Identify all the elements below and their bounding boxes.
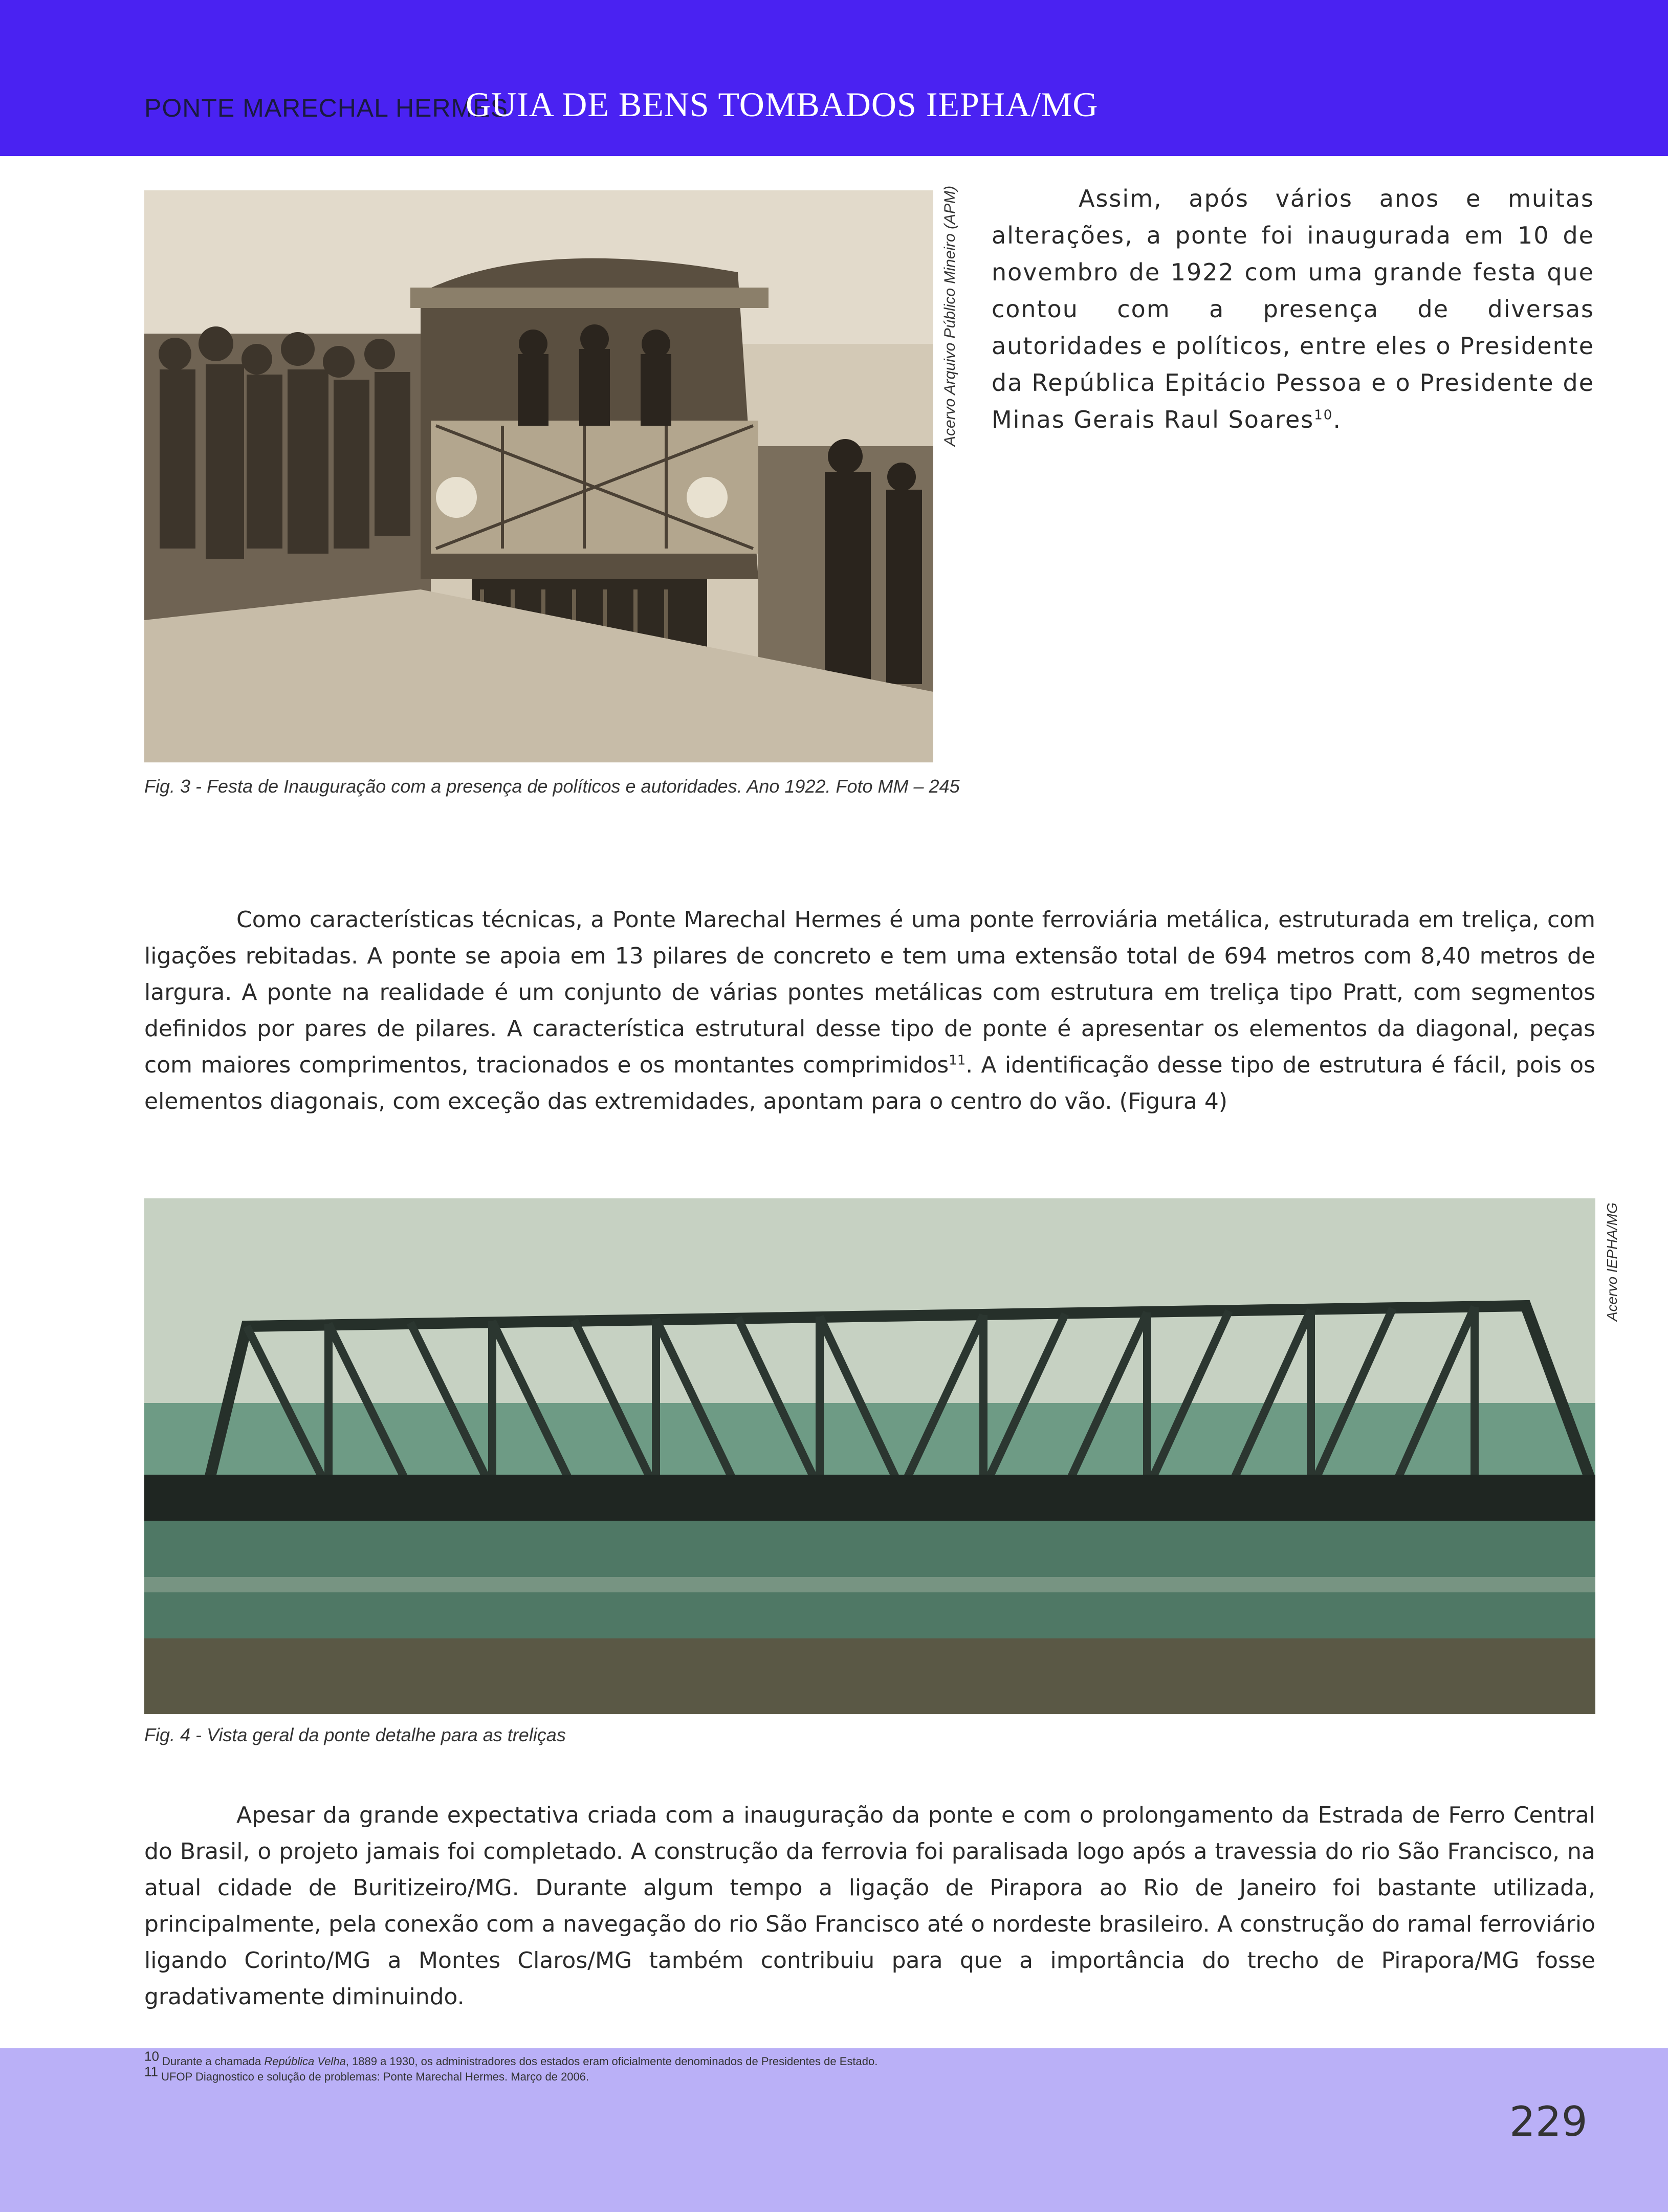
guide-title: GUIA DE BENS TOMBADOS IEPHA/MG: [466, 85, 1099, 124]
section-title: PONTE MARECHAL HERMES: [144, 94, 508, 122]
footnote-ref-11: 11: [949, 1053, 966, 1068]
bridge-photo-illustration: [144, 1198, 1595, 1714]
intro-text: Assim, após vários anos e muitas alterações, a ponte foi inaugurada em 10 de novembro de 1922 com uma grande festa que contou com a presença de diversas autoridades e políticos, entre eles o Presidente da República Epitácio Pessoa e o Presidente de Minas Gerais Raul Soares: [992, 185, 1594, 433]
intro-paragraph: [992, 180, 1594, 438]
bridge-photo: [144, 1198, 1595, 1714]
conclusion-text: Apesar da grande expectativa criada com a inauguração da ponte e com o prolongamento da Estrada de Ferro Central do Brasil, o projeto jamais foi completado. A construção da ferrovia foi paralisada logo após a travessia do rio São Francisco, na atual cidade de Buritizeiro/MG. Durante algum tempo a ligação de Pirapora ao Rio de Janeiro foi bastante utilizada, principalmente, pela conexão com a navegação do rio São Francisco até o nordeste brasileiro. A construção do ramal ferroviário ligando Corinto/MG a Montes Claros/MG também contribuiu para que a importância do trecho de Pirapora/MG fosse gradativamente diminuindo.: [144, 1802, 1595, 2010]
header-band: [0, 0, 1668, 156]
photo-credit-apm: Acervo Arquivo Público Mineiro (APM): [941, 185, 958, 446]
footnote-10: $^{10}$ Durante a chamada República Velha, 1889 a 1930, os administradores dos estados eram oficialmente denominados de Presidentes de Estado.: [144, 2048, 878, 2068]
footnote-11: $^{11}$ UFOP Diagnostico e solução de problemas: Ponte Marechal Hermes. Março de 2006.: [144, 2064, 589, 2083]
conclusion-paragraph: [144, 1797, 1595, 2015]
technical-text-2: . A identificação desse tipo de estrutura é fácil, pois os elementos diagonais, com exceção das extremidades, apontam para o centro do vão. (Figura 4): [144, 1052, 1595, 1114]
page-number: 229: [1509, 2098, 1588, 2145]
technical-paragraph: [144, 902, 1595, 1120]
inauguration-photo-illustration: [144, 190, 933, 762]
footnote-ref-10: 10: [1314, 407, 1333, 423]
technical-text-1: Como características técnicas, a Ponte Marechal Hermes é uma ponte ferroviária metálica, estruturada em treliça, com ligações rebitadas. A ponte se apoia em 13 pilares de concreto e tem uma extensão total de 694 metros com 8,40 metros de largura. A ponte na realidade é um conjunto de várias pontes metálicas com estrutura em treliça tipo Pratt, com segmentos definidos por pares de pilares. A característica estrutural desse tipo de ponte é apresentar os elementos da diagonal, peças com maiores comprimentos, tracionados e os montantes comprimidos: [144, 907, 1595, 1078]
intro-end: .: [1333, 406, 1342, 433]
figure4-caption: Fig. 4 - Vista geral da ponte detalhe para as treliças: [144, 1724, 566, 1745]
inauguration-photo: [144, 190, 933, 762]
photo-credit-iepha: Acervo IEPHA/MG: [1604, 1202, 1620, 1321]
figure3-caption: Fig. 3 - Festa de Inauguração com a presença de políticos e autoridades. Ano 1922. Foto MM – 245: [144, 776, 960, 797]
